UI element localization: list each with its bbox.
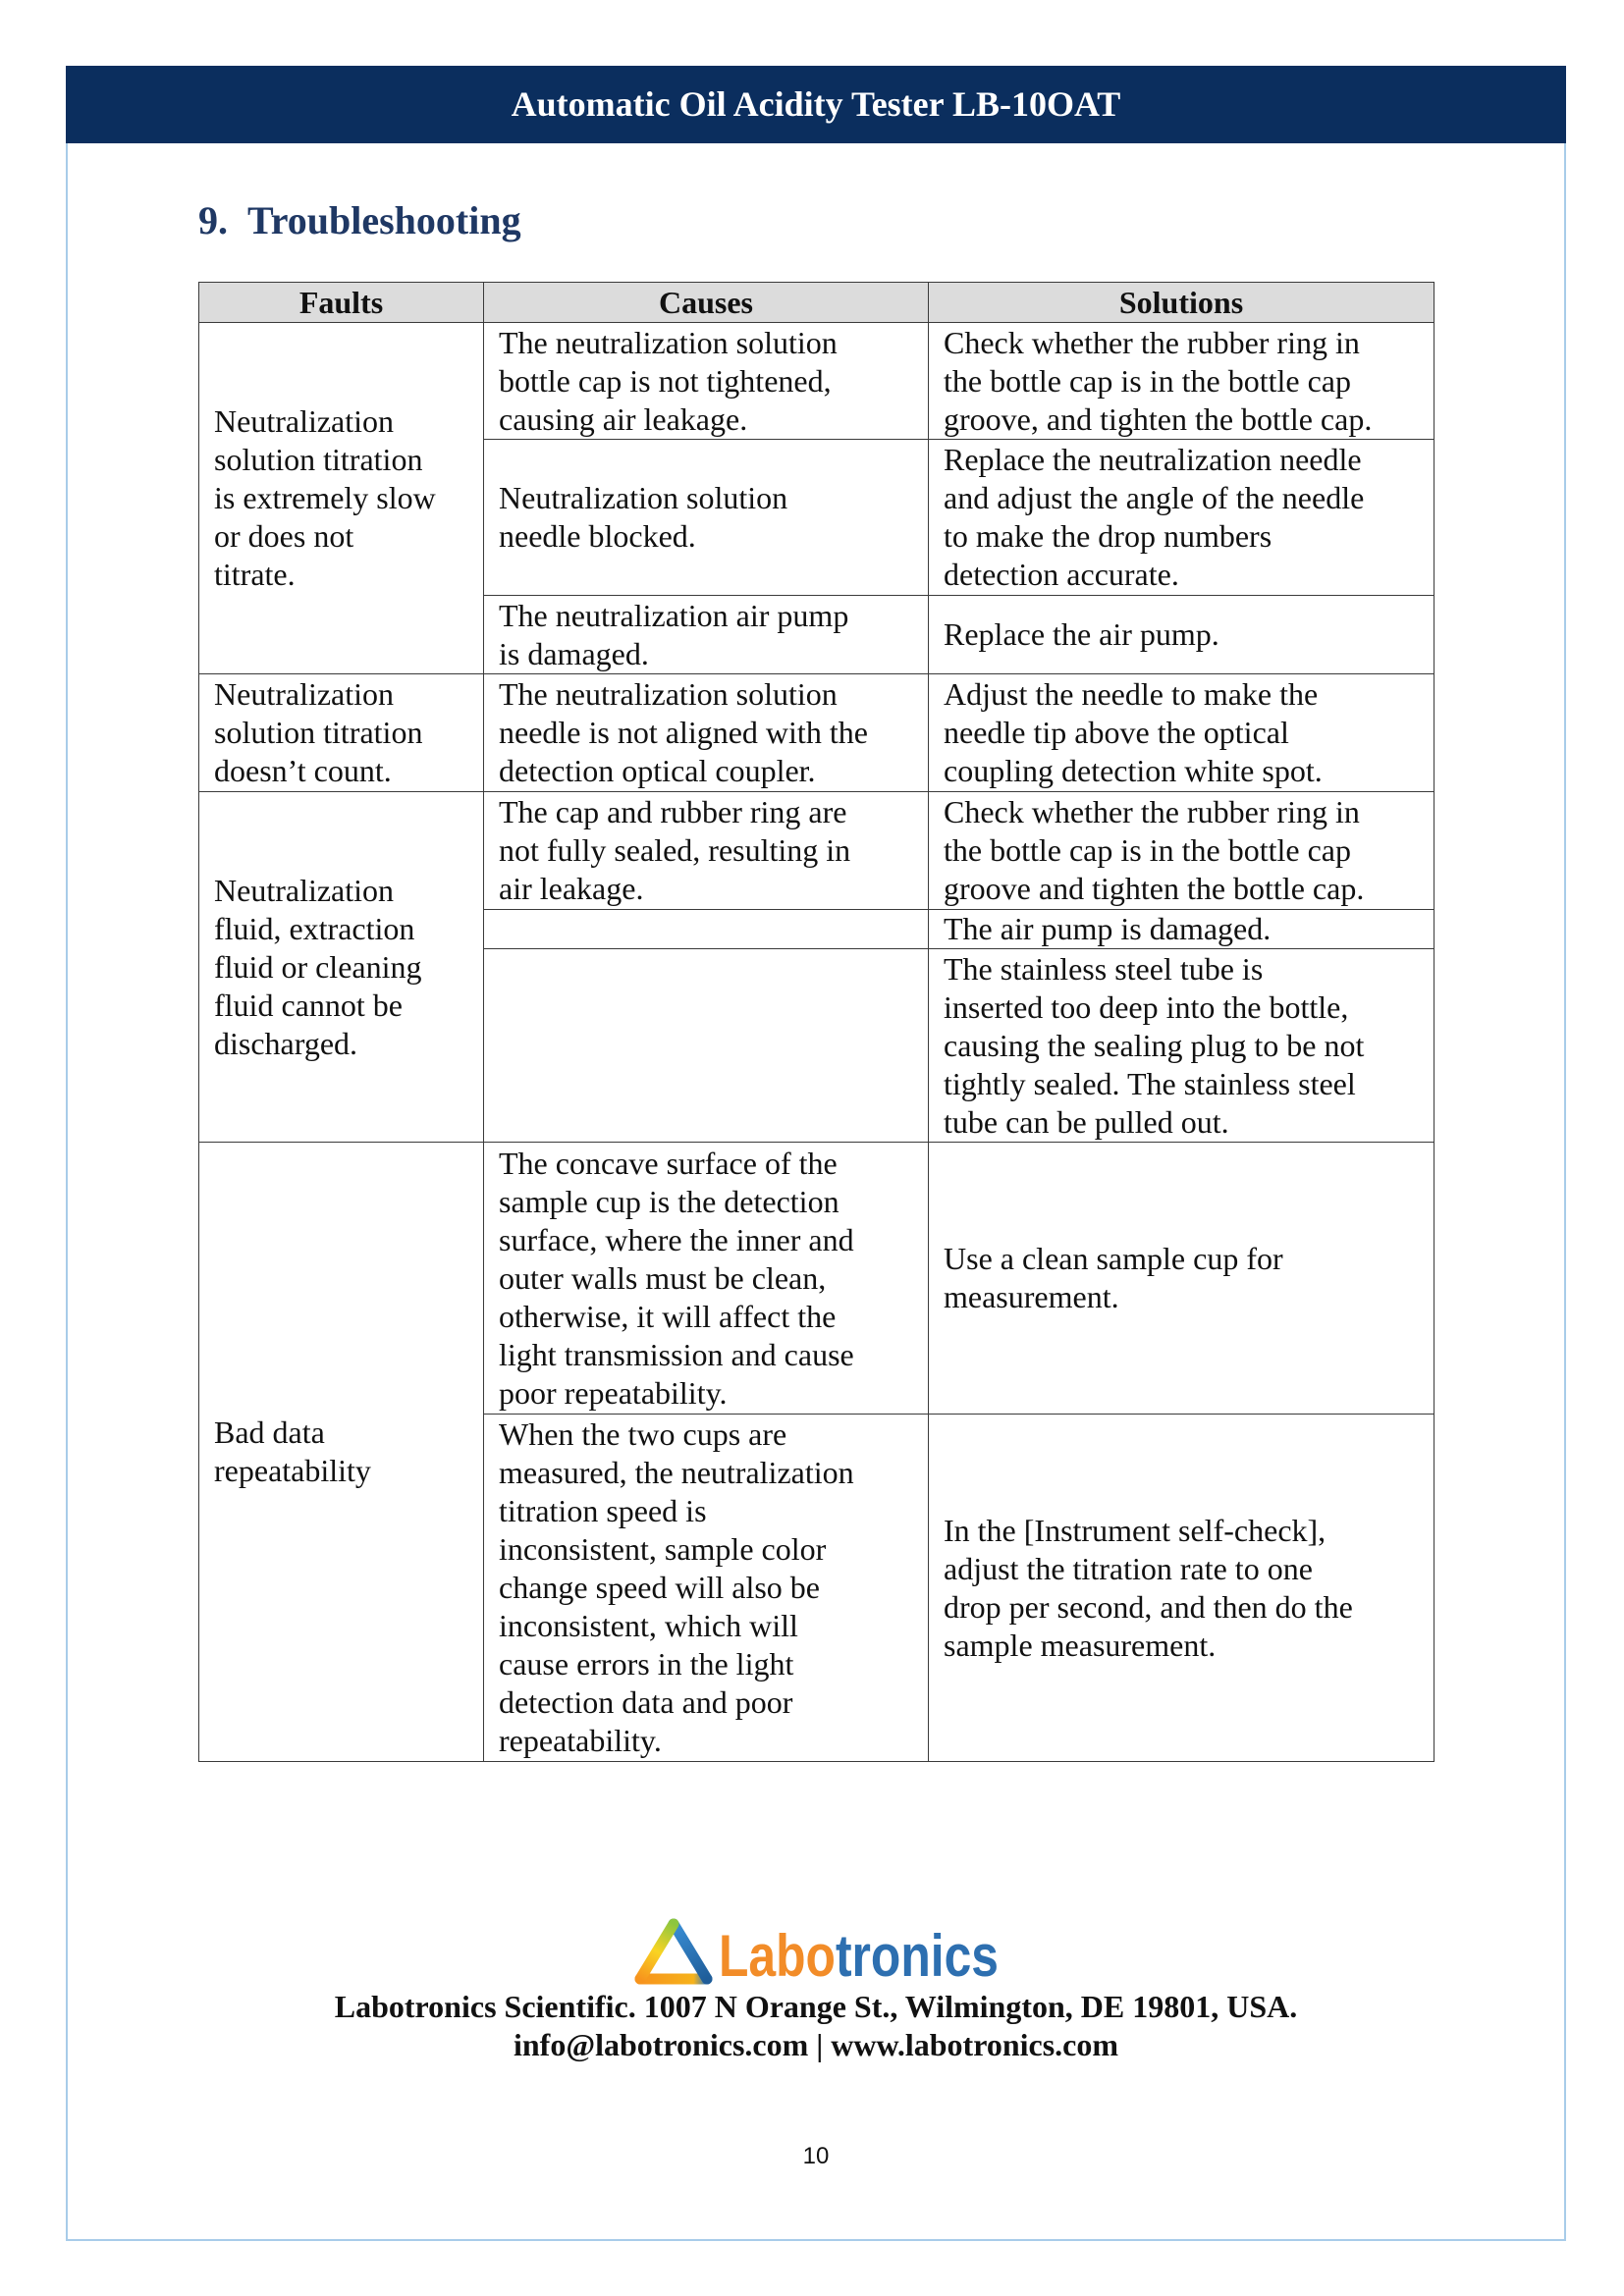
labotronics-logo: [719, 1922, 999, 1991]
solution-cell: Check whether the rubber ring in the bottle cap is in the bottle cap groove, and tighten the bottle cap.: [929, 323, 1435, 440]
logo-text-orange: Labo: [719, 1923, 836, 1989]
table-row: [199, 323, 1435, 440]
cause-cell: The concave surface of the sample cup is the detection surface, where the inner and outer walls must be clean, otherwise, it will affect the light transmission and cause poor repeatability.: [484, 1143, 929, 1415]
footer-address: Labotronics Scientific. 1007 N Orange St., Wilmington, DE 19801, USA.: [334, 1989, 1298, 2024]
table-header-row: [199, 283, 1435, 323]
solution-cell: In the [Instrument self-check], adjust the titration rate to one drop per second, and then do the sample measurement.: [929, 1415, 1435, 1762]
fault-cell: Bad data repeatability: [199, 1143, 484, 1762]
solution-cell: Use a clean sample cup for measurement.: [929, 1143, 1435, 1415]
fault-cell: Neutralization solution titration is extremely slow or does not titrate.: [199, 323, 484, 674]
cause-cell: [484, 910, 929, 949]
header-bar: [66, 66, 1566, 143]
fault-cell: Neutralization solution titration doesn’t count.: [199, 674, 484, 792]
column-header-solutions: Solutions: [929, 283, 1435, 323]
cause-cell: The neutralization solution needle is not aligned with the detection optical coupler.: [484, 674, 929, 792]
solution-cell: The air pump is damaged.: [929, 910, 1435, 949]
solution-cell: Replace the neutralization needle and adjust the angle of the needle to make the drop numbers detection accurate.: [929, 440, 1435, 596]
footer-contact: info@labotronics.com | www.labotronics.com: [513, 2027, 1119, 2062]
page-number: 10: [802, 2143, 830, 2169]
cause-cell: The neutralization air pump is damaged.: [484, 596, 929, 674]
troubleshooting-table: [198, 282, 1435, 1762]
table-row: [199, 674, 1435, 792]
labotronics-triangle-icon: [633, 1917, 714, 1986]
fault-cell: Neutralization fluid, extraction fluid or cleaning fluid cannot be discharged.: [199, 792, 484, 1143]
column-header-causes: Causes: [484, 283, 929, 323]
table-row: [199, 1143, 1435, 1415]
solution-cell: Check whether the rubber ring in the bottle cap is in the bottle cap groove and tighten the bottle cap.: [929, 792, 1435, 910]
logo-text-blue: tronics: [835, 1923, 1000, 1989]
column-header-faults: Faults: [199, 283, 484, 323]
cause-cell: [484, 949, 929, 1143]
document-title: Automatic Oil Acidity Tester LB-10OAT: [511, 84, 1121, 124]
solution-cell: The stainless steel tube is inserted too deep into the bottle, causing the sealing plug to be not tightly sealed. The stainless steel tube can be pulled out.: [929, 949, 1435, 1143]
solution-cell: Adjust the needle to make the needle tip above the optical coupling detection white spot.: [929, 674, 1435, 792]
cause-cell: Neutralization solution needle blocked.: [484, 440, 929, 596]
cause-cell: When the two cups are measured, the neutralization titration speed is inconsistent, sample color change speed will also be inconsistent, which will cause errors in the light detection data and poor repeatability.: [484, 1415, 929, 1762]
cause-cell: The neutralization solution bottle cap is not tightened, causing air leakage.: [484, 323, 929, 440]
table-row: [199, 792, 1435, 910]
cause-cell: The cap and rubber ring are not fully sealed, resulting in air leakage.: [484, 792, 929, 910]
section-number: 9.: [198, 198, 228, 242]
solution-cell: Replace the air pump.: [929, 596, 1435, 674]
section-title: Troubleshooting: [247, 198, 521, 242]
